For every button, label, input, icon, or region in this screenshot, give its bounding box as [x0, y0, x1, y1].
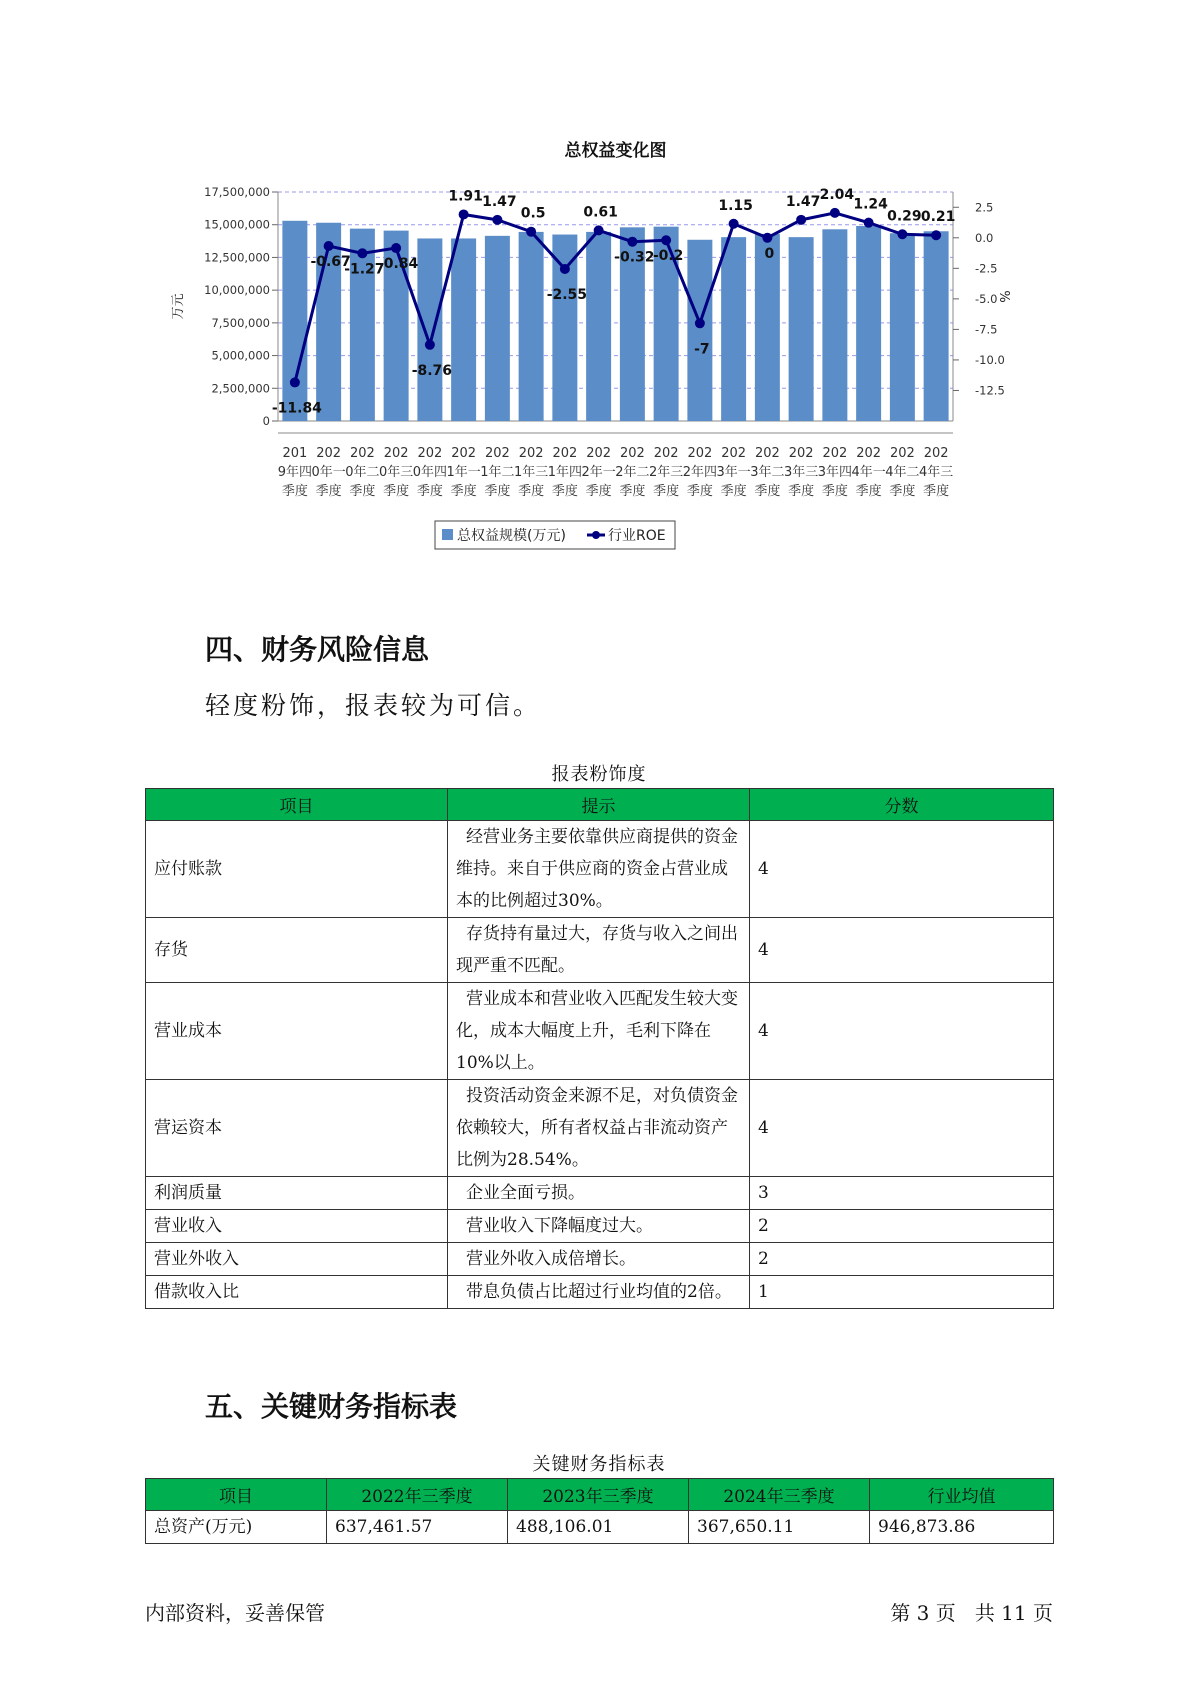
- y-tick-label: 15,000,000: [204, 217, 270, 232]
- roe-point: [594, 225, 604, 235]
- y2-tick-label: 2.5: [975, 200, 994, 215]
- x-tick-label: 201 9年四季度: [277, 446, 313, 499]
- bar: [924, 231, 949, 421]
- risk-item: 营业外收入: [146, 1243, 448, 1276]
- metric-2023: 488,106.01: [508, 1511, 689, 1544]
- section4-summary: 轻度粉饰，报表较为可信。: [205, 691, 542, 720]
- x-tick-label: 202 4年二季度: [885, 446, 920, 499]
- roe-data-label: -2.55: [546, 286, 588, 303]
- header-hint: 提示: [448, 789, 750, 821]
- metric-avg: 946,873.86: [870, 1511, 1054, 1544]
- x-tick-label: 202 1年一季度: [446, 446, 481, 499]
- roe-point: [391, 243, 401, 253]
- header-avg: 行业均值: [870, 1479, 1054, 1511]
- risk-item: 存货: [146, 918, 448, 983]
- metric-item: 总资产(万元): [146, 1511, 327, 1544]
- footer-page-number: 第 3 页 共 11 页: [890, 1601, 1053, 1625]
- x-tick-label: 202 3年一季度: [716, 446, 751, 499]
- risk-score: 1: [750, 1276, 1054, 1309]
- roe-data-label: 0.21: [920, 209, 956, 226]
- roe-data-label: 1.24: [853, 196, 888, 213]
- table-row: [146, 1276, 1054, 1309]
- risk-item: 营业成本: [146, 983, 448, 1080]
- metric-2024: 367,650.11: [689, 1511, 870, 1544]
- table-row: [146, 1210, 1054, 1243]
- section5-heading: 五、关键财务指标表: [205, 1390, 458, 1423]
- risk-score: 4: [750, 821, 1054, 918]
- y-tick-label: 17,500,000: [204, 185, 270, 199]
- risk-table-header: [146, 789, 1054, 821]
- roe-data-label: -8.76: [411, 362, 453, 379]
- roe-point: [425, 340, 435, 350]
- risk-score: 2: [750, 1210, 1054, 1243]
- table-row: [146, 983, 1054, 1080]
- risk-score: 3: [750, 1177, 1054, 1210]
- roe-data-label: 2.04: [819, 186, 855, 203]
- bar: [755, 234, 780, 421]
- x-tick-label: 202 1年四季度: [547, 446, 583, 499]
- roe-data-label: -1.27: [344, 261, 385, 278]
- risk-item: 营运资本: [146, 1080, 448, 1177]
- risk-hint: 存货持有量过大，存货与收入之间出现严重不匹配。: [448, 918, 750, 983]
- legend-swatch-dot: [592, 531, 600, 539]
- roe-point: [897, 229, 907, 239]
- x-tick-label: 202 3年二季度: [750, 446, 785, 499]
- bar: [316, 223, 341, 421]
- y-tick-label: 10,000,000: [204, 283, 270, 298]
- metrics-table: [145, 1478, 1054, 1544]
- roe-point: [729, 219, 739, 229]
- roe-data-label: 0.61: [583, 204, 618, 221]
- header-item: 项目: [146, 1479, 327, 1511]
- footer-confidential: 内部资料，妥善保管: [145, 1601, 325, 1625]
- roe-data-label: -0.67: [310, 253, 351, 270]
- x-tick-label: 202 4年一季度: [851, 446, 886, 499]
- bar: [485, 236, 510, 421]
- x-tick-label: 202 4年三季度: [918, 446, 954, 499]
- roe-data-label: 0.29: [887, 208, 922, 225]
- roe-point: [627, 237, 637, 247]
- header-2024: 2024年三季度: [689, 1479, 870, 1511]
- y2-tick-label: -7.5: [975, 322, 998, 337]
- metric-2022: 637,461.57: [327, 1511, 508, 1544]
- risk-hint: 营业成本和营业收入匹配发生较大变化，成本大幅度上升，毛利下降在10%以上。: [448, 983, 750, 1080]
- risk-score: 2: [750, 1243, 1054, 1276]
- y-tick-label: 5,000,000: [211, 348, 270, 363]
- risk-hint: 营业收入下降幅度过大。: [448, 1210, 750, 1243]
- y2-tick-label: 0.0: [975, 230, 994, 245]
- bar: [856, 226, 881, 421]
- roe-data-label: 1.91: [448, 188, 483, 205]
- risk-hint: 投资活动资金来源不足，对负债资金依赖较大，所有者权益占非流动资产比例为28.54%。: [448, 1080, 750, 1177]
- bar: [890, 233, 915, 421]
- y2-tick-label: -2.5: [975, 261, 998, 276]
- roe-point: [290, 377, 300, 387]
- x-tick-label: 202 2年二季度: [615, 446, 650, 499]
- bar: [789, 237, 814, 421]
- table-row: [146, 1080, 1054, 1177]
- risk-score: 4: [750, 918, 1054, 983]
- roe-point: [324, 241, 334, 251]
- roe-point: [459, 209, 469, 219]
- bar: [519, 232, 544, 421]
- metrics-table-caption: 关键财务指标表: [532, 1454, 666, 1475]
- x-tick-label: 202 0年三季度: [378, 446, 414, 499]
- risk-item: 利润质量: [146, 1177, 448, 1210]
- roe-data-label: 0.5: [520, 205, 546, 222]
- roe-data-label: 1.47: [482, 193, 517, 210]
- roe-point: [830, 208, 840, 218]
- risk-table-caption: 报表粉饰度: [551, 764, 647, 785]
- y2-axis-label: %: [996, 290, 1011, 303]
- risk-hint: 营业外收入成倍增长。: [448, 1243, 750, 1276]
- roe-point: [357, 248, 367, 258]
- bar: [586, 232, 611, 421]
- roe-point: [492, 215, 502, 225]
- roe-point: [695, 318, 705, 328]
- legend-swatch-bar: [442, 529, 453, 540]
- x-tick-label: 202 2年一季度: [581, 446, 616, 499]
- equity-chart-svg: [170, 140, 1030, 600]
- equity-chart: [170, 140, 1030, 600]
- roe-point: [560, 264, 570, 274]
- roe-data-label: -11.84: [271, 400, 322, 417]
- x-tick-label: 202 2年四季度: [682, 446, 718, 499]
- y-tick-label: 0: [262, 414, 270, 428]
- x-tick-label: 202 1年三季度: [513, 446, 549, 499]
- risk-item: 借款收入比: [146, 1276, 448, 1309]
- table-row: [146, 1177, 1054, 1210]
- y2-tick-label: -10.0: [975, 352, 1005, 367]
- roe-data-label: 1.47: [785, 193, 821, 210]
- roe-data-label: -7: [694, 341, 710, 358]
- metrics-table-header: [146, 1479, 1054, 1511]
- header-item: 项目: [146, 789, 448, 821]
- bar: [417, 238, 442, 421]
- x-tick-label: 202 2年三季度: [648, 446, 684, 499]
- bar: [282, 221, 307, 421]
- section4-heading: 四、财务风险信息: [205, 633, 430, 666]
- y-axis-label: 万元: [171, 293, 186, 320]
- bar: [552, 235, 577, 421]
- risk-table: [145, 788, 1054, 1309]
- x-tick-label: 202 3年四季度: [817, 446, 853, 499]
- x-tick-label: 202 0年一季度: [311, 446, 346, 499]
- risk-hint: 企业全面亏损。: [448, 1177, 750, 1210]
- chart-title: 总权益变化图: [564, 141, 667, 161]
- table-row: [146, 1511, 1054, 1544]
- header-2023: 2023年三季度: [508, 1479, 689, 1511]
- roe-data-label: 1.15: [718, 197, 753, 214]
- roe-data-label: 0: [764, 245, 775, 262]
- risk-item: 应付账款: [146, 821, 448, 918]
- roe-data-label: -0.84: [377, 256, 419, 273]
- risk-hint: 经营业务主要依靠供应商提供的资金维持。来自于供应商的资金占营业成本的比例超过30%。: [448, 821, 750, 918]
- header-score: 分数: [750, 789, 1054, 821]
- y2-tick-label: -12.5: [975, 383, 1005, 398]
- roe-point: [796, 215, 806, 225]
- roe-point: [864, 218, 874, 228]
- roe-data-label: -0.2: [652, 248, 684, 265]
- bar: [451, 238, 476, 421]
- roe-point: [526, 227, 536, 237]
- bar: [687, 240, 712, 421]
- header-2022: 2022年三季度: [327, 1479, 508, 1511]
- risk-hint: 带息负债占比超过行业均值的2倍。: [448, 1276, 750, 1309]
- legend-label-bar: 总权益规模(万元): [457, 528, 566, 544]
- x-tick-label: 202 3年三季度: [783, 446, 819, 499]
- roe-point: [762, 233, 772, 243]
- roe-point: [661, 235, 671, 245]
- risk-item: 营业收入: [146, 1210, 448, 1243]
- y2-tick-label: -5.0: [975, 291, 998, 306]
- roe-data-label: -0.32: [614, 249, 655, 266]
- x-tick-label: 202 0年二季度: [345, 446, 380, 499]
- y-tick-label: 2,500,000: [211, 381, 270, 396]
- table-row: [146, 1243, 1054, 1276]
- y-tick-label: 7,500,000: [211, 315, 270, 330]
- bar: [721, 237, 746, 421]
- legend-label-line: 行业ROE: [608, 528, 666, 544]
- y-tick-label: 12,500,000: [204, 250, 270, 265]
- x-tick-label: 202 0年四季度: [412, 446, 448, 499]
- risk-score: 4: [750, 983, 1054, 1080]
- table-row: [146, 821, 1054, 918]
- roe-point: [931, 230, 941, 240]
- table-row: [146, 918, 1054, 983]
- x-tick-label: 202 1年二季度: [480, 446, 515, 499]
- risk-score: 4: [750, 1080, 1054, 1177]
- bar: [822, 229, 847, 421]
